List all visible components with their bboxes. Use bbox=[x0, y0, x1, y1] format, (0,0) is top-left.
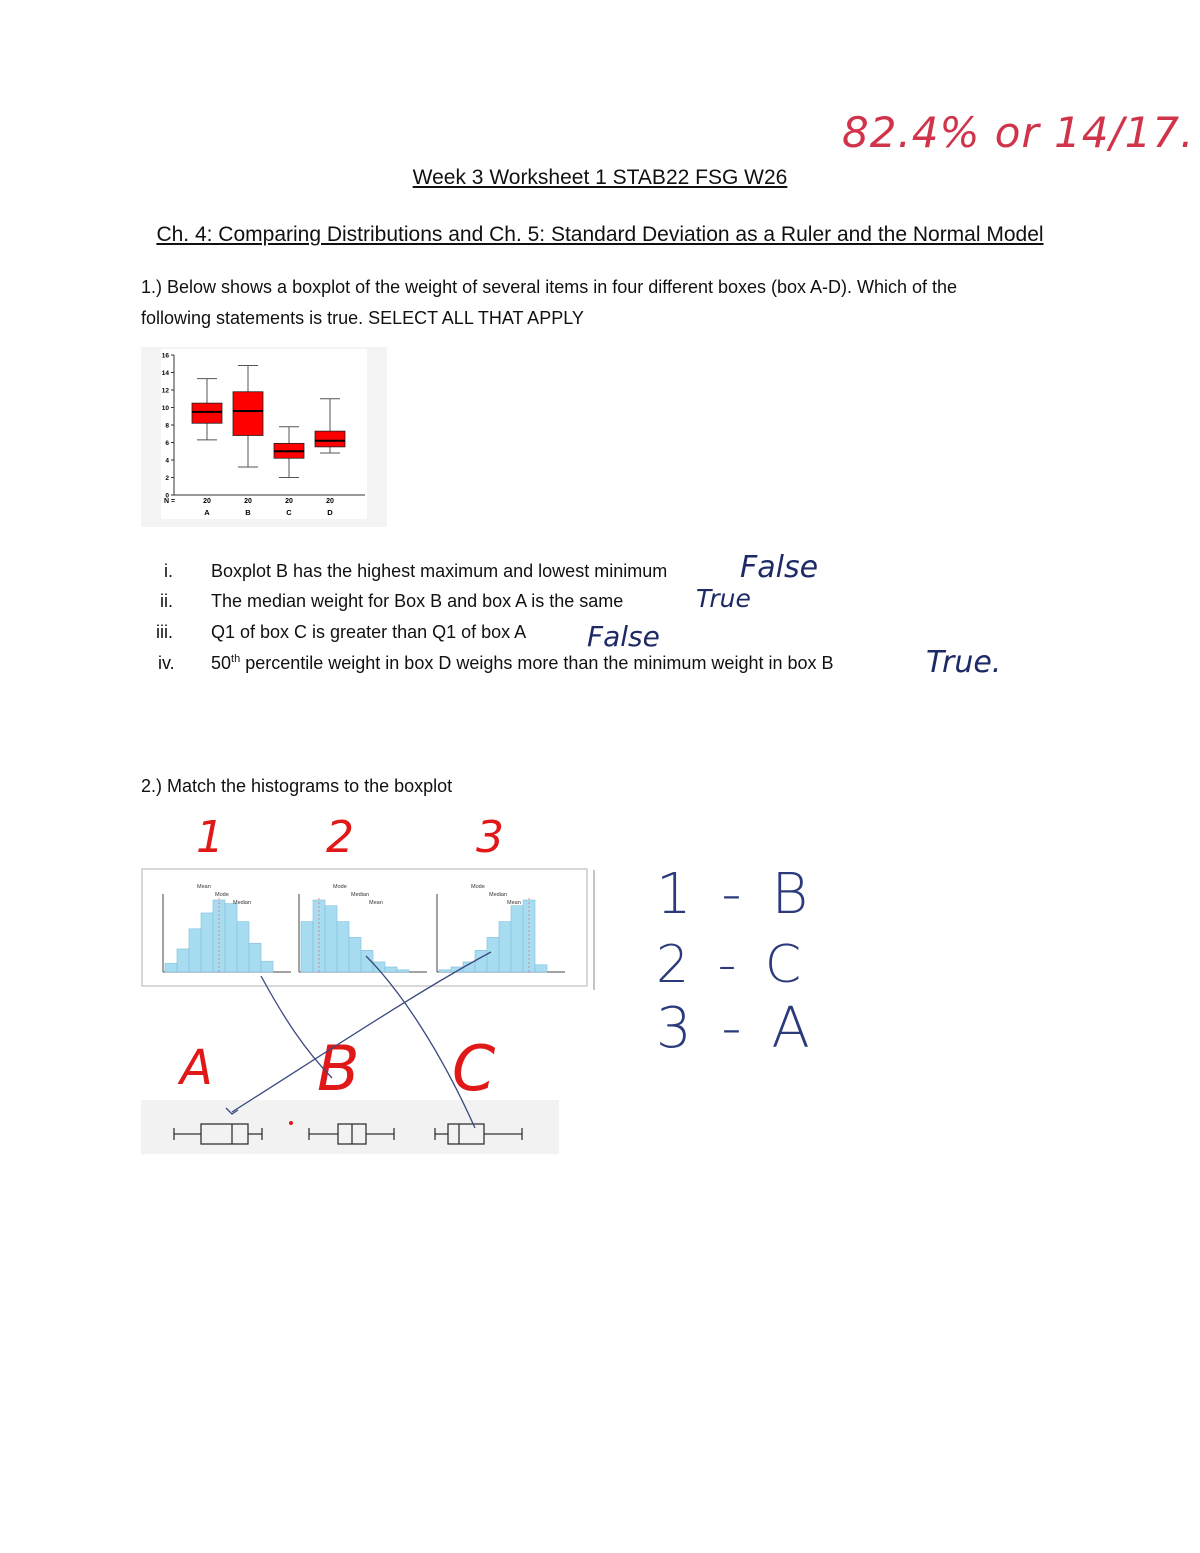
score-annotation: 82.4% or 14/17. bbox=[842, 108, 1195, 157]
statement-1-text: Boxplot B has the highest maximum and lowest minimum bbox=[211, 561, 668, 581]
line-hist1-to-b bbox=[261, 976, 332, 1078]
hist-number-2: 2 bbox=[326, 812, 354, 863]
y-tick-label: 12 bbox=[161, 387, 169, 395]
match-answer-3: 3 - A bbox=[656, 996, 816, 1061]
statement-3-number: iii. bbox=[156, 622, 173, 642]
hist-annotation: Mode bbox=[471, 884, 485, 890]
statement-2-answer: True bbox=[696, 584, 751, 613]
n-label: 20 bbox=[244, 498, 252, 505]
statement-3-answer: False bbox=[587, 620, 660, 653]
hist-annotation: Mean bbox=[197, 884, 211, 890]
line-hist3-to-a bbox=[232, 952, 491, 1112]
n-row-label: N = bbox=[164, 498, 176, 505]
box-letter-b: B bbox=[317, 1032, 360, 1105]
category-label: D bbox=[327, 508, 333, 517]
chapter-subtitle: Ch. 4: Comparing Distributions and Ch. 5: Standard Deviation as a Ruler and the Normal Model bbox=[156, 223, 1044, 246]
category-label: C bbox=[286, 508, 292, 517]
question-2-prompt: 2.) Match the histograms to the boxplot bbox=[141, 776, 453, 796]
worksheet-title: Week 3 Worksheet 1 STAB22 FSG W26 bbox=[412, 166, 788, 189]
statement-2-number: ii. bbox=[160, 591, 173, 611]
y-tick-label: 6 bbox=[165, 440, 169, 447]
statement-1-answer: False bbox=[740, 550, 819, 585]
y-tick-label: 8 bbox=[165, 422, 169, 430]
statement-4-answer: True. bbox=[926, 645, 1002, 680]
n-label: 20 bbox=[285, 498, 293, 505]
y-tick-label: 0 bbox=[165, 492, 169, 500]
category-label: A bbox=[204, 508, 210, 517]
hist-annotation: Mean bbox=[369, 900, 383, 906]
statement-2-text: The median weight for Box B and box A is the same bbox=[211, 591, 624, 611]
y-tick-label: 16 bbox=[161, 352, 169, 360]
y-tick-label: 14 bbox=[161, 370, 169, 377]
hist-number-1: 1 bbox=[196, 812, 224, 863]
n-label: 20 bbox=[203, 498, 211, 505]
y-tick-label: 10 bbox=[161, 405, 169, 412]
hist-number-3: 3 bbox=[476, 812, 504, 863]
question-1-line-2: following statements is true. SELECT ALL THAT APPLY bbox=[141, 308, 584, 328]
statement-4-pre: 50 bbox=[211, 653, 232, 673]
match-answer-1: 1 - B bbox=[656, 862, 815, 927]
statement-1-number: i. bbox=[164, 561, 173, 581]
line-hist2-to-c bbox=[366, 956, 475, 1128]
hist-annotation: Median bbox=[351, 892, 370, 898]
match-answer-2: 2 - C bbox=[656, 935, 808, 995]
y-tick-label: 2 bbox=[165, 475, 169, 482]
category-label: B bbox=[245, 508, 251, 517]
box-letter-c: C bbox=[452, 1032, 496, 1105]
statement-4-number: iv. bbox=[158, 653, 175, 673]
y-tick-label: 4 bbox=[165, 457, 169, 465]
hist-annotation: Mode bbox=[215, 892, 229, 898]
statement-4-sup: th bbox=[231, 653, 241, 665]
box-letter-a: A bbox=[180, 1040, 213, 1096]
hist-annotation: Median bbox=[233, 900, 252, 906]
hist-annotation: Mode bbox=[333, 884, 347, 890]
hist-annotation: Median bbox=[489, 892, 508, 898]
hist-annotation: Mean bbox=[507, 900, 521, 906]
n-label: 20 bbox=[326, 498, 334, 505]
question-1-line-1: 1.) Below shows a boxplot of the weight of several items in four different boxes (box A-D). Which of the bbox=[141, 277, 958, 297]
statement-3-text: Q1 of box C is greater than Q1 of box A bbox=[211, 622, 527, 642]
statement-4-post: percentile weight in box D weighs more than the minimum weight in box B bbox=[240, 653, 834, 673]
